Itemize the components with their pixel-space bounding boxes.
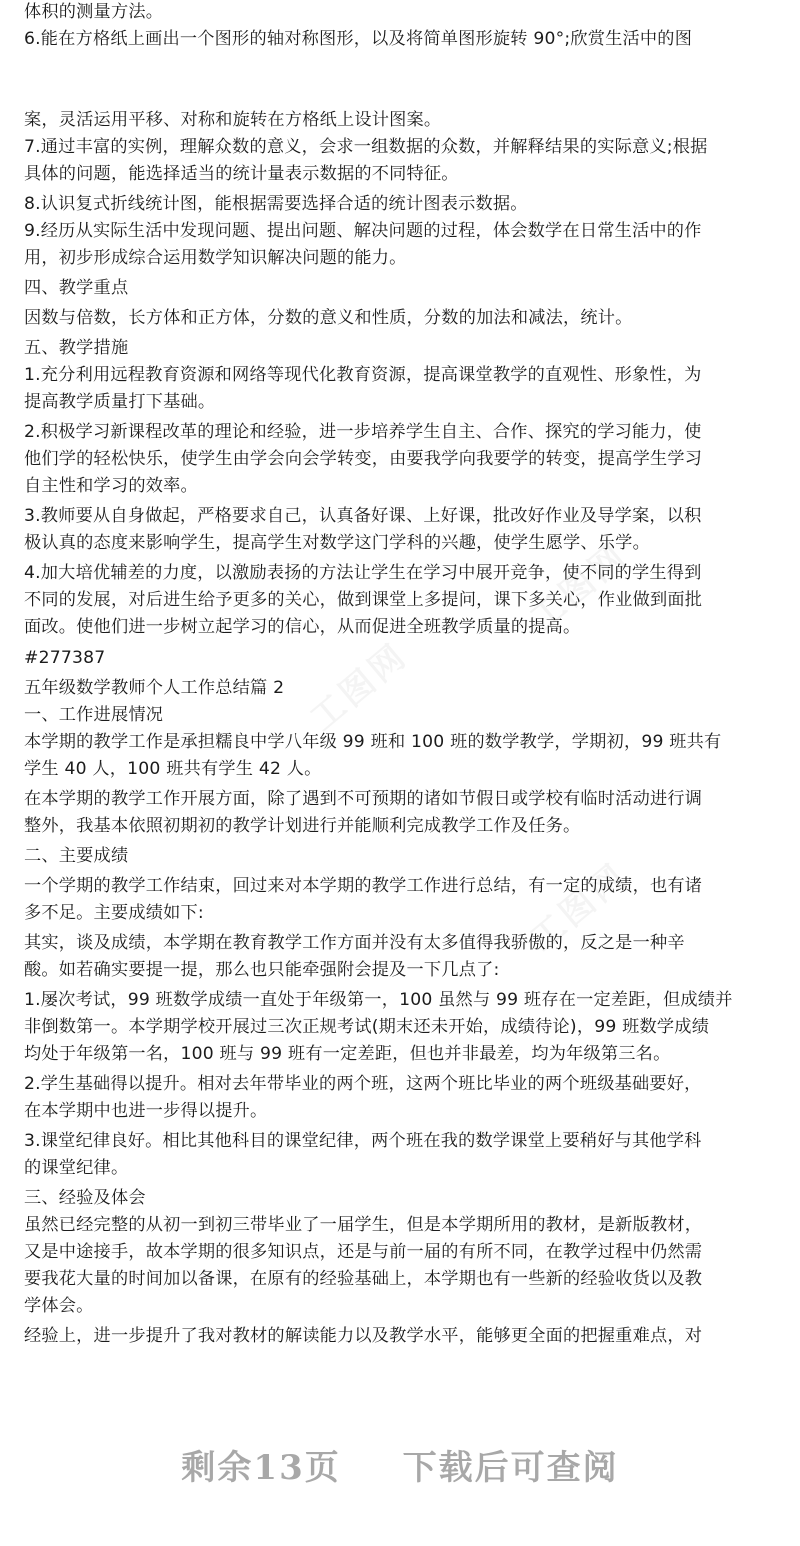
- text-line: 他们学的轻松快乐，使学生由学会向会学转变，由要我学向我要学的转变，提高学生学习: [24, 449, 703, 469]
- text-line: 学生 40 人，100 班共有学生 42 人。: [24, 759, 322, 779]
- download-prompt[interactable]: [0, 1440, 800, 1500]
- text-line: 9.经历从实际生活中发现问题、提出问题、解决问题的过程，体会数学在日常生活中的作: [24, 221, 702, 241]
- text-line: 其实，谈及成绩，本学期在教育教学工作方面并没有太多值得我骄傲的，反之是一种辛: [24, 933, 685, 953]
- text-line: 四、教学重点: [24, 278, 129, 298]
- text-line: 因数与倍数，长方体和正方体，分数的意义和性质，分数的加法和减法，统计。: [24, 308, 633, 328]
- remaining-pages-text: 剩余13页: [181, 1448, 341, 1488]
- text-line: 1.屡次考试，99 班数学成绩一直处于年级第一，100 虽然与 99 班存在一定差距，但成绩并: [24, 990, 733, 1010]
- text-line: 三、经验及体会: [24, 1188, 146, 1208]
- text-line: 面改。使他们进一步树立起学习的信心，从而促进全班教学质量的提高。: [24, 617, 581, 637]
- text-line: 一、工作进展情况: [24, 705, 164, 725]
- text-line: 4.加大培优辅差的力度，以激励表扬的方法让学生在学习中展开竞争，使不同的学生得到: [24, 563, 702, 583]
- text-line: 6.能在方格纸上画出一个图形的轴对称图形，以及将简单图形旋转 90°;欣赏生活中的图: [24, 29, 693, 49]
- text-line: 7.通过丰富的实例，理解众数的意义，会求一组数据的众数，并解释结果的实际意义;根据: [24, 137, 708, 157]
- text-line: 体积的测量方法。: [24, 2, 164, 22]
- text-line: 虽然已经完整的从初一到初三带毕业了一届学生，但是本学期所用的教材，是新版教材，: [24, 1215, 703, 1235]
- download-to-view-text: 下载后可查阅: [402, 1448, 619, 1488]
- text-line: 又是中途接手，故本学期的很多知识点，还是与前一届的有所不同，在教学过程中仍然需: [24, 1242, 703, 1262]
- text-line: 经验上，进一步提升了我对教材的解读能力以及教学水平，能够更全面的把握重难点，对: [24, 1326, 703, 1346]
- text-line: 多不足。主要成绩如下:: [24, 903, 204, 923]
- text-line: #277387: [24, 648, 106, 668]
- text-line: 本学期的教学工作是承担糯良中学八年级 99 班和 100 班的数学教学，学期初，99 班共有: [24, 732, 722, 752]
- text-line: 3.课堂纪律良好。相比其他科目的课堂纪律，两个班在我的数学课堂上要稍好与其他学科: [24, 1131, 702, 1151]
- text-line: 学体会。: [24, 1296, 94, 1316]
- text-line: 1.充分利用远程教育资源和网络等现代化教育资源，提高课堂教学的直观性、形象性，为: [24, 365, 702, 385]
- text-line: 要我花大量的时间加以备课，在原有的经验基础上，本学期也有一些新的经验收货以及教: [24, 1269, 703, 1289]
- text-line: 酸。如若确实要提一提，那么也只能牵强附会提及一下几点了:: [24, 960, 500, 980]
- text-line: 提高教学质量打下基础。: [24, 392, 216, 412]
- text-line: 的课堂纪律。: [24, 1158, 129, 1178]
- text-line: 具体的问题，能选择适当的统计量表示数据的不同特征。: [24, 164, 459, 184]
- text-line: 3.教师要从自身做起，严格要求自己，认真备好课、上好课，批改好作业及导学案，以积: [24, 506, 702, 526]
- text-line: 均处于年级第一名，100 班与 99 班有一定差距，但也并非最差，均为年级第三名。: [24, 1044, 671, 1064]
- text-line: 整外，我基本依照初期初的教学计划进行并能顺利完成教学工作及任务。: [24, 816, 581, 836]
- text-line: 五年级数学教师个人工作总结篇 2: [24, 678, 285, 698]
- text-line: 用，初步形成综合运用数学知识解决问题的能力。: [24, 248, 407, 268]
- text-line: 五、教学措施: [24, 338, 129, 358]
- text-line: 二、主要成绩: [24, 846, 129, 866]
- text-line: 2.积极学习新课程改革的理论和经验，进一步培养学生自主、合作、探究的学习能力，使: [24, 422, 702, 442]
- text-line: 非倒数第一。本学期学校开展过三次正规考试(期末还未开始，成绩待论)，99 班数学成绩: [24, 1017, 710, 1037]
- text-line: 自主性和学习的效率。: [24, 476, 198, 496]
- text-line: 案，灵活运用平移、对称和旋转在方格纸上设计图案。: [24, 110, 442, 130]
- text-line: 2.学生基础得以提升。相对去年带毕业的两个班，这两个班比毕业的两个班级基础要好，: [24, 1074, 702, 1094]
- text-line: 在本学期的教学工作开展方面，除了遇到不可预期的诸如节假日或学校有临时活动进行调: [24, 789, 703, 809]
- text-line: 一个学期的教学工作结束，回过来对本学期的教学工作进行总结，有一定的成绩，也有诸: [24, 876, 703, 896]
- text-line: 在本学期中也进一步得以提升。: [24, 1101, 268, 1121]
- text-line: 不同的发展，对后进生给予更多的关心，做到课堂上多提问，课下多关心，作业做到面批: [24, 590, 703, 610]
- text-line: 极认真的态度来影响学生，提高学生对数学这门学科的兴趣，使学生愿学、乐学。: [24, 533, 650, 553]
- text-line: 8.认识复式折线统计图，能根据需要选择合适的统计图表示数据。: [24, 194, 528, 214]
